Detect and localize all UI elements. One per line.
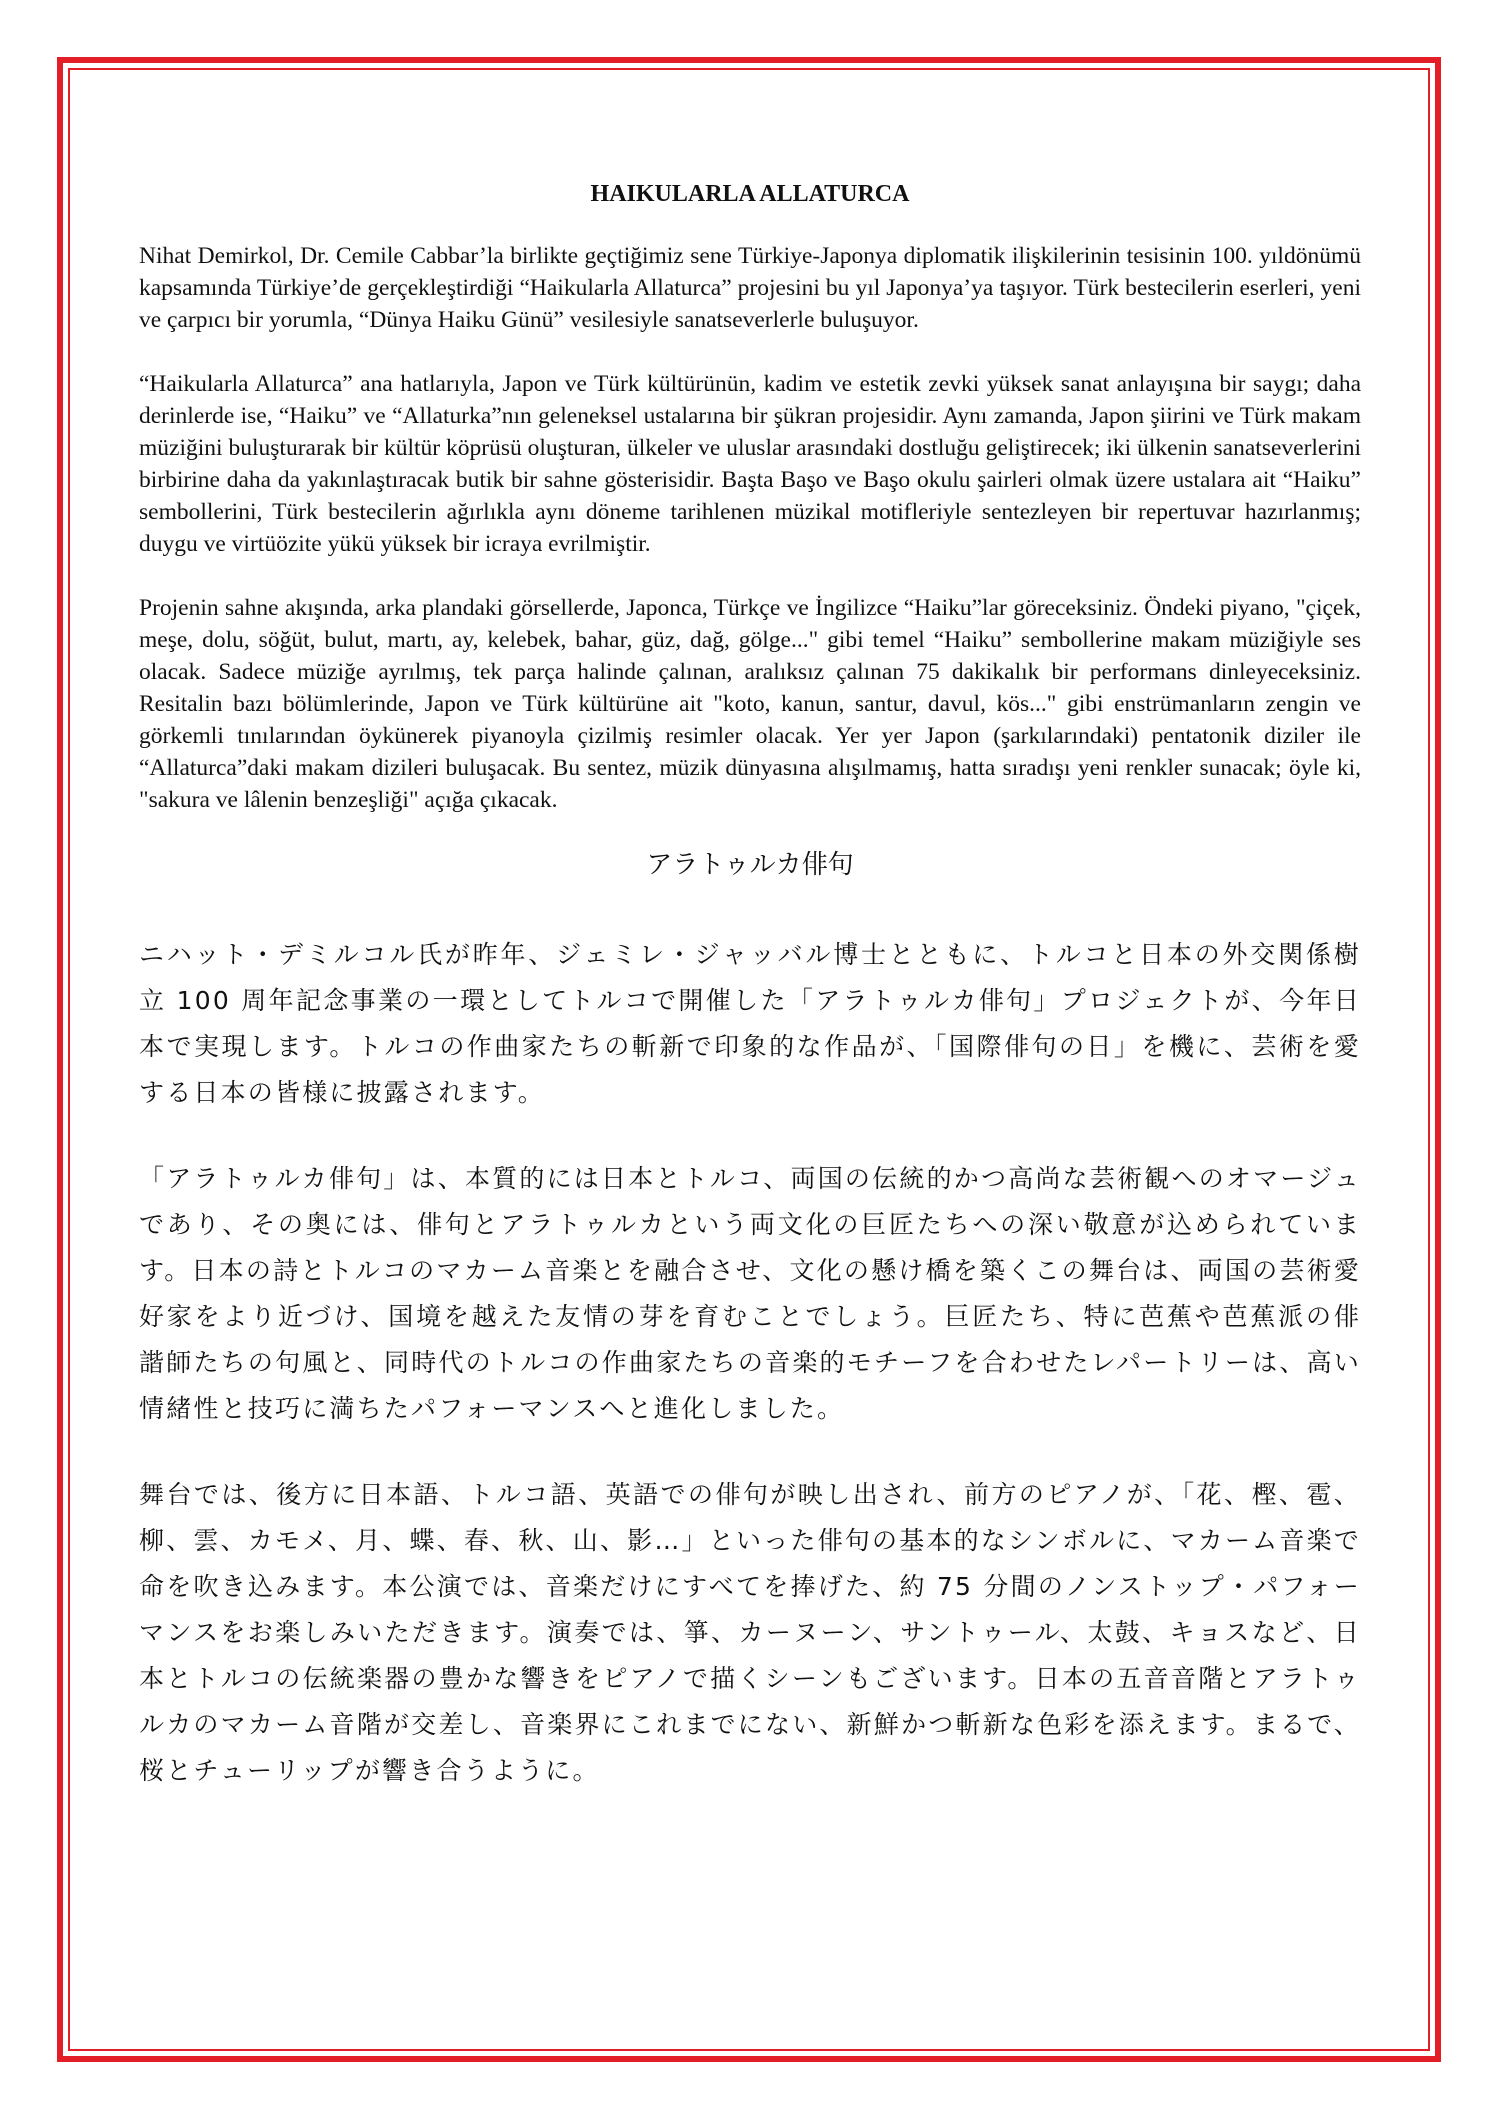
turkish-paragraph-3: Projenin sahne akışında, arka plandaki görsellerde, Japonca, Türkçe ve İngilizce “Haiku”lar göreceksiniz. Öndeki piyano, "çiçek, meşe, dolu, söğüt, bulut, martı, ay, kelebek, bahar, güz, dağ, gölge..." gibi temel “Haiku” sembollerine makam müziğiyle ses olacak. Sadece müziğe ayrılmış, tek parça halinde çalınan, aralıksız çalınan 75 dakikalık bir performans dinleyeceksiniz. Resitalin bazı bölümlerinde, Japon ve Türk kültürüne ait "koto, kanun, santur, davul, kös..." gibi enstrümanların zengin ve görkemli tınılarından öykünerek piyanoyla çizilmiş resimler olacak. Yer yer Japon (şarkılarındaki) pentatonik diziler ile “Allaturca”daki makam dizileri buluşacak. Bu sentez, müzik dünyasına alışılmamış, hatta sıradışı yeni renkler sunacak; öyle ki, "sakura ve lâlenin benzeşliği" açığa çıkacak. bbox=[139, 595, 1361, 813]
japanese-paragraph-3: 舞台では、後方に日本語、トルコ語、英語での俳句が映し出され、前方のピアノが、「花、樫、雹、柳、雲、カモメ、月、蝶、春、秋、山、影…」といった俳句の基本的なシンボルに、マカーム音楽で命を吹き込みます。本公演では、音楽だけにすべてを捧げた、約 75 分間のノンストップ・パフォーマンスをお楽しみいただきます。演奏では、箏、カーヌーン、サントゥール、太鼓、キョスなど、日本とトルコの伝統楽器の豊かな響きをピアノで描くシーンもございます。日本の五音音階とアラトゥルカのマカーム音階が交差し、音楽界にこれまでにない、新鮮かつ斬新な色彩を添えます。まるで、桜とチューリップが響き合うように。 bbox=[139, 1480, 1361, 1785]
japanese-title: アラトゥルカ俳句 bbox=[646, 850, 854, 880]
turkish-paragraph-1: Nihat Demirkol, Dr. Cemile Cabbar’la birlikte geçtiğimiz sene Türkiye-Japonya diplomatik ilişkilerinin tesisinin 100. yıldönümü kapsamında Türkiye’de gerçekleştirdiği “Haikularla Allaturca” projesini bu yıl Japonya’ya taşıyor. Türk bestecilerin eserleri, yeni ve çarpıcı bir yorumla, “Dünya Haiku Günü” vesilesiyle sanatseverlerle buluşuyor. bbox=[139, 243, 1361, 333]
japanese-paragraph-1: ニハット・デミルコル氏が昨年、ジェミレ・ジャッバル博士とともに、トルコと日本の外交関係樹立 100 周年記念事業の一環としてトルコで開催した「アラトゥルカ俳句」プロジェクトが、今年日本で実現します。トルコの作曲家たちの斬新で印象的な作品が、「国際俳句の日」を機に、芸術を愛する日本の皆様に披露されます。 bbox=[139, 940, 1361, 1107]
turkish-title: HAIKULARLA ALLATURCA bbox=[590, 181, 910, 207]
turkish-paragraph-2: “Haikularla Allaturca” ana hatlarıyla, Japon ve Türk kültürünün, kadim ve estetik zevki yüksek sanat anlayışına bir saygı; daha derinlerde ise, “Haiku” ve “Allaturka”nın geleneksel ustalarına bir şükran projesidir. Aynı zamanda, Japon şiirini ve Türk makam müziğini buluşturarak bir kültür köprüsü oluşturan, ülkeler ve uluslar arasındaki dostluğu geliştirecek; iki ülkenin sanatseverlerini birbirine daha da yakınlaştıracak butik bir sahne gösterisidir. Başta Başo ve Başo okulu şairleri olmak üzere ustalara ait “Haiku” sembollerini, Türk bestecilerin ağırlıkla aynı döneme tarihlenen müzikal motifleriyle sentezleyen bir repertuvar hazırlanmış; duygu ve virtüözite yükü yüksek bir icraya evrilmiştir. bbox=[139, 371, 1361, 557]
japanese-paragraph-2: 「アラトゥルカ俳句」は、本質的には日本とトルコ、両国の伝統的かつ高尚な芸術観へのオマージュであり、その奥には、俳句とアラトゥルカという両文化の巨匠たちへの深い敬意が込められています。日本の詩とトルコのマカーム音楽とを融合させ、文化の懸け橋を築くこの舞台は、両国の芸術愛好家をより近づけ、国境を越えた友情の芽を育むことでしょう。巨匠たち、特に芭蕉や芭蕉派の俳諧師たちの句風と、同時代のトルコの作曲家たちの音楽的モチーフを合わせたレパートリーは、高い情緒性と技巧に満ちたパフォーマンスへと進化しました。 bbox=[139, 1164, 1361, 1423]
document-body bbox=[139, 178, 1361, 1834]
